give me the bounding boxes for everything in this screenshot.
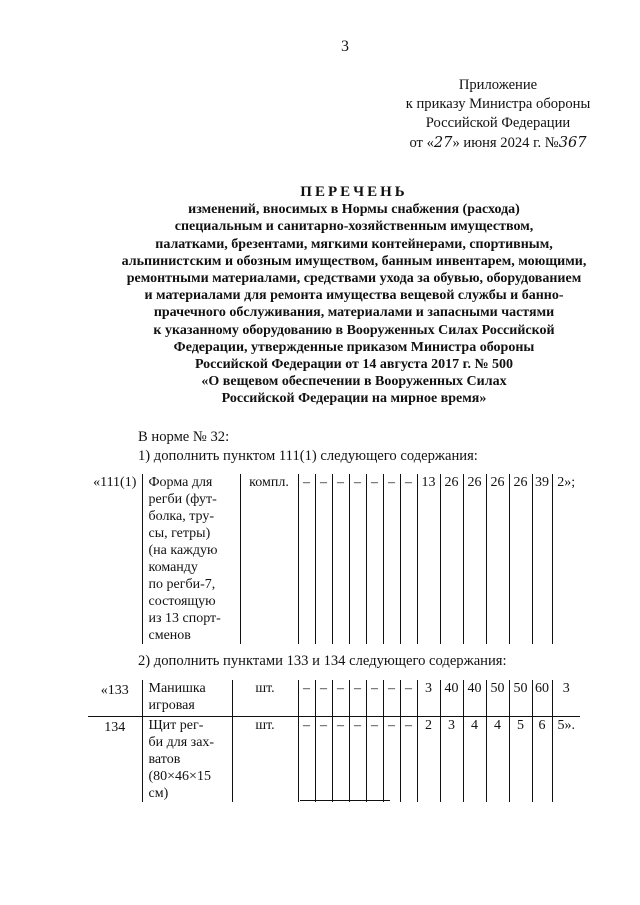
value-cell: 40 <box>440 680 463 717</box>
value-cell: 26 <box>509 474 532 644</box>
title-line: Российской Федерации на мирное время» <box>221 391 487 407</box>
title-line: и материалами для ремонта имущества вещевой службы и банно- <box>144 288 564 304</box>
title-line: специальным и санитарно-хозяйственным имуществом, <box>174 219 534 235</box>
value-cell: – <box>332 474 349 644</box>
appendix-date-line <box>360 133 636 153</box>
title-line: Российской Федерации от 14 августа 2017 г. № 500 <box>194 357 514 373</box>
item-number: «111(1) <box>93 475 137 490</box>
document-title <box>80 184 628 408</box>
item-name-line: игровая <box>148 698 195 713</box>
point-2-text: 2) дополнить пунктами 133 и 134 следующего содержания: <box>138 653 507 669</box>
item-name-line: Щит рег- <box>148 718 204 733</box>
value-cell: 26 <box>440 474 463 644</box>
value-cell: – <box>349 717 366 803</box>
value-cell: 60 <box>532 680 552 717</box>
item-name-line: Форма для <box>148 475 213 490</box>
value-cell: – <box>400 717 417 803</box>
item-name-line: по регби-7, <box>148 577 216 592</box>
title-line: альпинистским и обозным имуществом, банным инвентарем, моющими, <box>121 253 587 269</box>
page-number: 3 <box>341 38 349 55</box>
item-name <box>142 717 232 803</box>
value-cell: – <box>315 474 332 644</box>
title-line: к указанному оборудованию в Вооруженных Силах Российской <box>153 322 555 338</box>
appendix-header <box>360 76 636 153</box>
value-cell: – <box>349 680 366 717</box>
norm-label: В норме № 32: <box>138 429 230 445</box>
value-cell: 50 <box>509 680 532 717</box>
value-cell: – <box>332 717 349 803</box>
value-cell: 2»; <box>552 474 580 644</box>
value-cell: 26 <box>463 474 486 644</box>
value-cell: – <box>383 474 400 644</box>
title-main: ПЕРЕЧЕНЬ <box>300 184 408 200</box>
value-cell: 4 <box>463 717 486 803</box>
value-cell: 3 <box>440 717 463 803</box>
item-name-line: ватов <box>148 752 181 767</box>
item-name-line: Манишка <box>148 681 206 696</box>
date-prefix: от « <box>409 135 434 151</box>
item-unit: компл. <box>240 474 298 644</box>
order-number-handwritten: 367 <box>558 134 587 151</box>
value-cell: 5». <box>552 717 580 803</box>
value-cell: – <box>366 474 383 644</box>
date-day-handwritten: 27 <box>433 134 453 151</box>
intro-text <box>138 428 478 466</box>
value-cell: 2 <box>417 717 440 803</box>
item-number: 134 <box>88 717 142 803</box>
value-cell: – <box>400 474 417 644</box>
footer-divider <box>300 800 390 801</box>
item-name-line: состоящую <box>148 594 216 609</box>
value-cell: 13 <box>417 474 440 644</box>
value-cell: 5 <box>509 717 532 803</box>
value-cell: 4 <box>486 717 509 803</box>
table-row <box>88 474 580 644</box>
point-1-text: 1) дополнить пунктом 111(1) следующего содержания: <box>138 448 478 464</box>
value-cell: 40 <box>463 680 486 717</box>
norm-table-2 <box>88 680 580 802</box>
value-cell: – <box>332 680 349 717</box>
title-line: Федерации, утвержденные приказом Министра обороны <box>173 339 535 355</box>
title-line: ремонтными материалами, средствами ухода за обувью, оборудованием <box>126 271 582 287</box>
item-name-line: сы, гетры) <box>148 526 211 541</box>
value-cell: – <box>366 717 383 803</box>
item-name <box>142 680 232 717</box>
value-cell: 50 <box>486 680 509 717</box>
item-name-line: регби (фут- <box>148 492 217 507</box>
value-cell: – <box>315 717 332 803</box>
item-name-line: болка, тру- <box>148 509 214 524</box>
appendix-line-1: Приложение <box>458 77 538 93</box>
item-name <box>142 474 240 644</box>
value-cell: – <box>298 680 315 717</box>
item-name-line: (на каждую <box>148 543 218 558</box>
title-line: палатками, брезентами, мягкими контейнерами, спортивным, <box>155 236 553 252</box>
appendix-line-2: к приказу Министра обороны <box>405 96 591 112</box>
item-name-line: би для зах- <box>148 735 215 750</box>
value-cell: – <box>298 474 315 644</box>
norm-table-1 <box>88 474 580 644</box>
table-row <box>88 680 580 717</box>
item-name-line: (80×46×15 см) <box>148 769 211 801</box>
value-cell: 3 <box>552 680 580 717</box>
value-cell: 6 <box>532 717 552 803</box>
title-line: изменений, вносимых в Нормы снабжения (расхода) <box>188 202 520 218</box>
value-cell: – <box>298 717 315 803</box>
item-name-line: из 13 спорт- <box>148 611 221 626</box>
value-cell: – <box>315 680 332 717</box>
value-cell: – <box>400 680 417 717</box>
value-cell: – <box>383 680 400 717</box>
value-cell: – <box>349 474 366 644</box>
item-name-line: сменов <box>148 628 191 643</box>
title-line: «О вещевом обеспечении в Вооруженных Силах <box>201 374 507 390</box>
table-row <box>88 717 580 803</box>
item-name-line: команду <box>148 560 198 575</box>
item-unit: шт. <box>232 717 298 803</box>
value-cell: 3 <box>417 680 440 717</box>
item-unit: шт. <box>232 680 298 717</box>
item-number: «133 <box>100 683 129 698</box>
appendix-line-3: Российской Федерации <box>425 115 571 131</box>
value-cell: 26 <box>486 474 509 644</box>
value-cell: 39 <box>532 474 552 644</box>
title-line: прачечного обслуживания, материалами и запасными частями <box>153 305 555 321</box>
value-cell: – <box>366 680 383 717</box>
value-cell: – <box>383 717 400 803</box>
date-middle: » июня 2024 г. № <box>452 135 559 151</box>
